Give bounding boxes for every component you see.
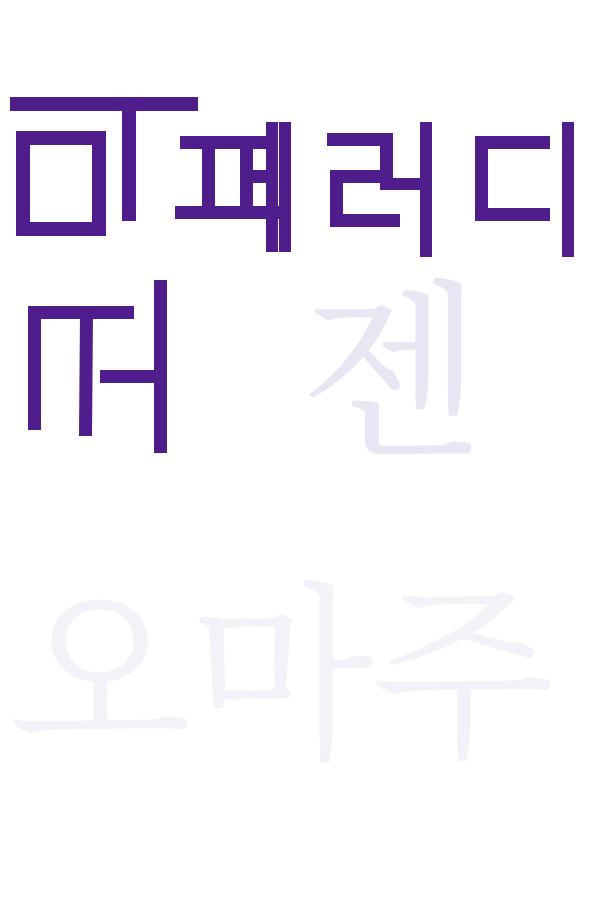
line2a-glyph xyxy=(0,270,200,470)
line2b-text: 젠 xyxy=(300,264,484,485)
line3-text: 오마주 xyxy=(8,566,553,787)
line1-glyphs xyxy=(0,0,600,280)
